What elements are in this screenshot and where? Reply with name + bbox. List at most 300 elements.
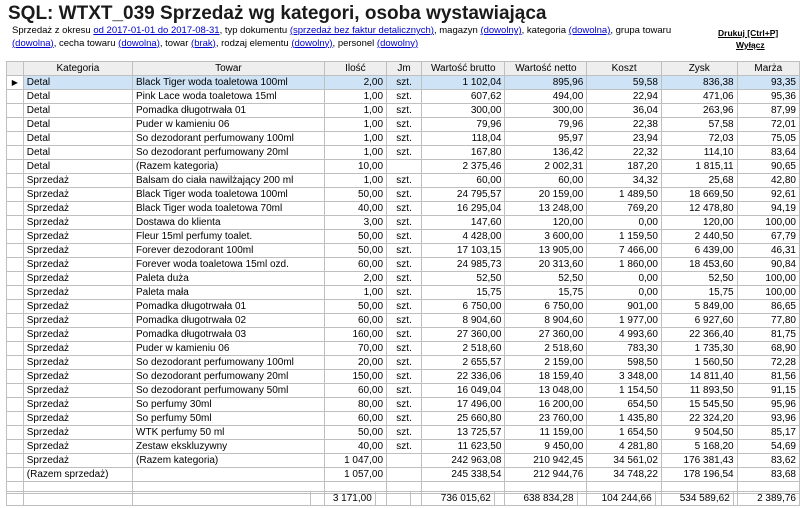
table-row[interactable] <box>7 90 800 104</box>
cell-jm: szt. <box>387 328 422 342</box>
cell-koszt: 4 993,60 <box>587 328 662 342</box>
cell-kategoria: Detal <box>23 76 132 90</box>
table-row[interactable] <box>7 328 800 342</box>
row-indicator <box>7 104 24 118</box>
cell-zysk: 22 366,40 <box>661 328 737 342</box>
cell-ilosc: 50,00 <box>324 244 386 258</box>
cell-ilosc: 1,00 <box>324 286 386 300</box>
cell-towar: Dostawa do klienta <box>133 216 325 230</box>
cell-ilosc: 1 057,00 <box>324 468 386 482</box>
total-jm <box>375 492 410 506</box>
cell-zysk: 22 324,20 <box>661 412 737 426</box>
cell-ilosc: 50,00 <box>324 188 386 202</box>
table-row[interactable] <box>7 118 800 132</box>
cell-wartosc-brutto: 167,80 <box>422 146 505 160</box>
cell-zysk: 120,00 <box>661 216 737 230</box>
cell-towar: Black Tiger woda toaletowa 100ml <box>133 188 325 202</box>
cell-wartosc-brutto: 607,62 <box>422 90 505 104</box>
cell-wartosc-netto: 9 450,00 <box>505 440 587 454</box>
cell-ilosc: 40,00 <box>324 202 386 216</box>
table-row[interactable] <box>7 426 800 440</box>
cell-wartosc-netto: 2 002,31 <box>505 160 587 174</box>
cell-marza: 86,65 <box>737 300 799 314</box>
cell-zysk: 114,10 <box>661 146 737 160</box>
row-indicator <box>7 342 24 356</box>
cell-zysk: 18 453,60 <box>661 258 737 272</box>
cell-marza: 85,17 <box>737 426 799 440</box>
cell-wartosc-brutto: 17 103,15 <box>422 244 505 258</box>
table-row[interactable] <box>7 272 800 286</box>
cell-wartosc-brutto: 1 102,04 <box>422 76 505 90</box>
cell-wartosc-netto: 3 600,00 <box>505 230 587 244</box>
row-indicator <box>7 328 24 342</box>
cell-towar: Pink Lace woda toaletowa 15ml <box>133 90 325 104</box>
cell-koszt: 1 489,50 <box>587 188 662 202</box>
cell-kategoria: Sprzedaż <box>23 272 132 286</box>
total-ilosc: 3 171,00 <box>311 492 375 506</box>
row-indicator <box>7 146 24 160</box>
row-indicator <box>7 356 24 370</box>
cell-zysk: 176 381,43 <box>661 454 737 468</box>
cell-marza: 72,28 <box>737 356 799 370</box>
cell-wartosc-brutto: 8 904,60 <box>422 314 505 328</box>
cell-wartosc-netto: 2 518,60 <box>505 342 587 356</box>
cell-wartosc-brutto: 16 295,04 <box>422 202 505 216</box>
staff-link[interactable]: (dowolny) <box>376 37 419 49</box>
cell-towar: So dezodorant perfumowany 100ml <box>133 356 325 370</box>
cell-ilosc: 1 047,00 <box>324 454 386 468</box>
column-header-wartosc-brutto[interactable]: Wartość brutto <box>422 62 505 76</box>
cell-jm: szt. <box>387 272 422 286</box>
cell-jm: szt. <box>387 370 422 384</box>
cell-towar: Paleta mała <box>133 286 325 300</box>
cell-wartosc-netto: 13 248,00 <box>505 202 587 216</box>
cell-wartosc-netto: 79,96 <box>505 118 587 132</box>
period-label: Sprzedaż z okresu <box>12 25 91 36</box>
cell-kategoria: Sprzedaż <box>23 384 132 398</box>
cell-wartosc-brutto: 24 985,73 <box>422 258 505 272</box>
cell-wartosc-netto: 136,42 <box>505 146 587 160</box>
cell-jm <box>387 454 422 468</box>
cell-zysk: 11 893,50 <box>661 384 737 398</box>
cell-kategoria: Detal <box>23 118 132 132</box>
cell-kategoria: Sprzedaż <box>23 188 132 202</box>
cell-kategoria: Sprzedaż <box>23 258 132 272</box>
cell-towar: Pomadka długotrwała 02 <box>133 314 325 328</box>
cell-marza: 94,19 <box>737 202 799 216</box>
table-row[interactable] <box>7 76 800 90</box>
cell-marza: 81,75 <box>737 328 799 342</box>
table-row[interactable] <box>7 132 800 146</box>
cell-wartosc-brutto: 13 725,57 <box>422 426 505 440</box>
cell-wartosc-brutto: 300,00 <box>422 104 505 118</box>
column-header-ilosc[interactable]: Ilość <box>324 62 386 76</box>
cell-koszt: 34 561,02 <box>587 454 662 468</box>
cell-wartosc-brutto: 22 336,06 <box>422 370 505 384</box>
cell-wartosc-netto: 6 750,00 <box>505 300 587 314</box>
table-row[interactable] <box>7 454 800 468</box>
staff-label: , personel <box>332 37 375 49</box>
cell-jm: szt. <box>387 76 422 90</box>
cell-marza: 72,01 <box>737 118 799 132</box>
cell-wartosc-netto: 60,00 <box>505 174 587 188</box>
cell-jm: szt. <box>387 202 422 216</box>
table-row[interactable] <box>7 356 800 370</box>
cell-koszt: 3 348,00 <box>587 370 662 384</box>
cell-koszt: 59,58 <box>587 76 662 90</box>
cell-wartosc-netto: 210 942,45 <box>505 454 587 468</box>
print-button[interactable]: Drukuj [Ctrl+P] <box>718 28 779 38</box>
cell-koszt: 187,20 <box>587 160 662 174</box>
cell-towar: So perfumy 30ml <box>133 398 325 412</box>
cell-koszt: 769,20 <box>587 202 662 216</box>
cell-marza: 91,15 <box>737 384 799 398</box>
category-label: , kategoria <box>521 25 567 36</box>
row-indicator <box>7 118 24 132</box>
cell-jm: szt. <box>387 230 422 244</box>
group-link[interactable]: (dowolna) <box>12 37 54 49</box>
column-header-zysk[interactable]: Zysk <box>661 62 737 76</box>
cell-wartosc-brutto: 16 049,04 <box>422 384 505 398</box>
cell-jm: szt. <box>387 216 422 230</box>
cell-jm: szt. <box>387 104 422 118</box>
doctype-link[interactable]: (sprzedaż bez faktur detalicznych) <box>289 25 434 36</box>
filter-summary <box>12 25 702 50</box>
column-header-wartosc-netto[interactable]: Wartość netto <box>505 62 587 76</box>
cell-zysk: 5 849,00 <box>661 300 737 314</box>
column-header-jm[interactable]: Jm <box>387 62 422 76</box>
total-marza: 2 389,76 <box>733 492 799 506</box>
cell-marza: 92,61 <box>737 188 799 202</box>
cell-koszt: 23,94 <box>587 132 662 146</box>
doctype-label: , typ dokumentu <box>219 25 288 36</box>
total-wartosc-brutto: 736 015,62 <box>411 492 495 506</box>
cell-wartosc-netto: 120,00 <box>505 216 587 230</box>
cell-wartosc-netto: 23 760,00 <box>505 412 587 426</box>
cell-towar: Pomadka długotrwała 03 <box>133 328 325 342</box>
cell-jm: szt. <box>387 384 422 398</box>
cell-wartosc-brutto: 60,00 <box>422 174 505 188</box>
cell-marza: 90,84 <box>737 258 799 272</box>
cell-zysk: 14 811,40 <box>661 370 737 384</box>
cell-ilosc: 50,00 <box>324 300 386 314</box>
cell-marza: 93,96 <box>737 412 799 426</box>
cell-towar: Pomadka długotrwała 01 <box>133 300 325 314</box>
cell-towar: So dezodorant perfumowany 50ml <box>133 384 325 398</box>
cell-koszt: 4 281,80 <box>587 440 662 454</box>
cell-wartosc-netto: 494,00 <box>505 90 587 104</box>
cell-kategoria: Sprzedaż <box>23 244 132 258</box>
cell-ilosc: 150,00 <box>324 370 386 384</box>
table-row[interactable] <box>7 104 800 118</box>
close-button[interactable]: Wyłącz <box>736 40 765 50</box>
row-indicator <box>7 426 24 440</box>
row-indicator <box>7 370 24 384</box>
cell-marza: 95,36 <box>737 90 799 104</box>
column-header-towar[interactable]: Towar <box>133 62 325 76</box>
category-link[interactable]: (dowolna) <box>568 25 611 36</box>
cell-towar: Puder w kamieniu 06 <box>133 118 325 132</box>
cell-ilosc: 1,00 <box>324 118 386 132</box>
cell-zysk: 25,68 <box>661 174 737 188</box>
table-row[interactable] <box>7 314 800 328</box>
cell-towar: Puder w kamieniu 06 <box>133 342 325 356</box>
cell-kategoria: Sprzedaż <box>23 356 132 370</box>
cell-jm: szt. <box>387 118 422 132</box>
table-row[interactable] <box>7 440 800 454</box>
row-indicator <box>7 384 24 398</box>
cell-towar: (Razem kategoria) <box>133 454 325 468</box>
cell-jm: szt. <box>387 398 422 412</box>
table-row[interactable] <box>7 146 800 160</box>
cell-jm: szt. <box>387 440 422 454</box>
cell-wartosc-netto: 13 048,00 <box>505 384 587 398</box>
cell-zysk: 72,03 <box>661 132 737 146</box>
table-row[interactable] <box>7 202 800 216</box>
totals-table <box>6 491 800 506</box>
row-indicator <box>7 90 24 104</box>
cell-wartosc-netto: 895,96 <box>505 76 587 90</box>
cell-ilosc: 2,00 <box>324 272 386 286</box>
column-header-koszt[interactable]: Koszt <box>587 62 662 76</box>
totals-row <box>7 492 800 506</box>
cell-jm: szt. <box>387 300 422 314</box>
cell-wartosc-brutto: 147,60 <box>422 216 505 230</box>
table-header-row <box>7 62 800 76</box>
cell-marza: 87,99 <box>737 104 799 118</box>
row-indicator <box>7 314 24 328</box>
cell-kategoria: Sprzedaż <box>23 314 132 328</box>
total-koszt: 104 244,66 <box>577 492 655 506</box>
table-row[interactable] <box>7 174 800 188</box>
totals-spacer <box>7 492 311 506</box>
cell-ilosc: 1,00 <box>324 132 386 146</box>
period-link[interactable]: od 2017-01-01 do 2017-08-31 <box>93 25 220 36</box>
cell-towar: Forever dezodorant 100ml <box>133 244 325 258</box>
cell-kategoria: Detal <box>23 146 132 160</box>
cell-zysk: 5 168,20 <box>661 440 737 454</box>
cell-wartosc-netto: 11 159,00 <box>505 426 587 440</box>
cell-marza: 93,35 <box>737 76 799 90</box>
cell-jm: szt. <box>387 174 422 188</box>
table-row[interactable] <box>7 160 800 174</box>
group-label: , grupa towaru <box>610 25 672 36</box>
cell-wartosc-brutto: 6 750,00 <box>422 300 505 314</box>
row-indicator <box>7 188 24 202</box>
cell-koszt: 783,30 <box>587 342 662 356</box>
table-row[interactable] <box>7 398 800 412</box>
cell-koszt: 0,00 <box>587 216 662 230</box>
row-indicator <box>7 468 24 482</box>
cell-marza: 90,65 <box>737 160 799 174</box>
elementtype-link[interactable]: (dowolny) <box>291 37 333 49</box>
cell-zysk: 1 735,30 <box>661 342 737 356</box>
row-indicator <box>7 216 24 230</box>
table-row[interactable] <box>7 244 800 258</box>
row-indicator <box>7 272 24 286</box>
cell-koszt: 1 435,80 <box>587 412 662 426</box>
cell-zysk: 15,75 <box>661 286 737 300</box>
cell-koszt: 34 748,22 <box>587 468 662 482</box>
cell-koszt: 654,50 <box>587 398 662 412</box>
row-indicator <box>7 174 24 188</box>
elementtype-label: , rodzaj elementu <box>215 37 289 49</box>
cell-marza: 68,90 <box>737 342 799 356</box>
row-indicator <box>7 132 24 146</box>
cell-marza: 95,96 <box>737 398 799 412</box>
cell-kategoria: Sprzedaż <box>23 230 132 244</box>
product-link[interactable]: (brak) <box>191 37 216 49</box>
cell-towar <box>133 468 325 482</box>
table-row[interactable] <box>7 286 800 300</box>
cell-wartosc-netto: 300,00 <box>505 104 587 118</box>
row-indicator <box>7 412 24 426</box>
table-row[interactable] <box>7 342 800 356</box>
cell-jm <box>387 160 422 174</box>
table-row[interactable] <box>7 384 800 398</box>
cell-wartosc-netto: 95,97 <box>505 132 587 146</box>
table-row[interactable] <box>7 188 800 202</box>
table-row[interactable] <box>7 370 800 384</box>
table-row[interactable] <box>7 468 800 482</box>
cell-ilosc: 1,00 <box>324 104 386 118</box>
sales-table <box>6 61 800 506</box>
feature-link[interactable]: (dowolna) <box>118 37 160 49</box>
cell-wartosc-brutto: 118,04 <box>422 132 505 146</box>
table-row[interactable] <box>7 412 800 426</box>
cell-ilosc: 50,00 <box>324 426 386 440</box>
cell-marza: 54,69 <box>737 440 799 454</box>
cell-zysk: 1 560,50 <box>661 356 737 370</box>
cell-towar: Fleur 15ml perfumy toalet. <box>133 230 325 244</box>
cell-jm: szt. <box>387 146 422 160</box>
cell-jm: szt. <box>387 342 422 356</box>
cell-towar: So dezodorant perfumowany 20ml <box>133 146 325 160</box>
cell-marza: 75,05 <box>737 132 799 146</box>
cell-marza: 83,68 <box>737 468 799 482</box>
cell-wartosc-brutto: 2 518,60 <box>422 342 505 356</box>
current-row-indicator-icon: ▶ <box>7 76 24 90</box>
cell-koszt: 1 860,00 <box>587 258 662 272</box>
total-zysk: 534 589,62 <box>655 492 733 506</box>
cell-jm: szt. <box>387 412 422 426</box>
cell-ilosc: 60,00 <box>324 258 386 272</box>
cell-ilosc: 1,00 <box>324 90 386 104</box>
cell-marza: 100,00 <box>737 272 799 286</box>
cell-zysk: 12 478,80 <box>661 202 737 216</box>
table-row[interactable] <box>7 230 800 244</box>
cell-zysk: 18 669,50 <box>661 188 737 202</box>
cell-marza: 77,80 <box>737 314 799 328</box>
cell-marza: 100,00 <box>737 216 799 230</box>
cell-kategoria: Sprzedaż <box>23 216 132 230</box>
table-row[interactable] <box>7 300 800 314</box>
cell-koszt: 0,00 <box>587 286 662 300</box>
cell-zysk: 52,50 <box>661 272 737 286</box>
cell-kategoria: Sprzedaż <box>23 286 132 300</box>
cell-wartosc-netto: 13 905,00 <box>505 244 587 258</box>
cell-kategoria: Sprzedaż <box>23 202 132 216</box>
cell-koszt: 901,00 <box>587 300 662 314</box>
column-header-kategoria[interactable]: Kategoria <box>23 62 132 76</box>
cell-kategoria: Sprzedaż <box>23 300 132 314</box>
cell-towar: Forever woda toaletowa 15ml ozd. <box>133 258 325 272</box>
warehouse-link[interactable]: (dowolny) <box>480 25 522 36</box>
cell-jm: szt. <box>387 188 422 202</box>
cell-jm: szt. <box>387 258 422 272</box>
cell-ilosc: 80,00 <box>324 398 386 412</box>
cell-wartosc-netto: 2 159,00 <box>505 356 587 370</box>
cell-marza: 42,80 <box>737 174 799 188</box>
cell-marza: 83,64 <box>737 146 799 160</box>
cell-zysk: 6 439,00 <box>661 244 737 258</box>
cell-ilosc: 1,00 <box>324 174 386 188</box>
cell-marza: 46,31 <box>737 244 799 258</box>
column-header-marza[interactable]: Marża <box>737 62 799 76</box>
cell-wartosc-brutto: 52,50 <box>422 272 505 286</box>
cell-ilosc: 60,00 <box>324 412 386 426</box>
cell-zysk: 6 927,60 <box>661 314 737 328</box>
cell-zysk: 9 504,50 <box>661 426 737 440</box>
cell-jm: szt. <box>387 90 422 104</box>
table-row[interactable] <box>7 258 800 272</box>
cell-zysk: 836,38 <box>661 76 737 90</box>
cell-wartosc-netto: 16 200,00 <box>505 398 587 412</box>
cell-ilosc: 3,00 <box>324 216 386 230</box>
cell-jm: szt. <box>387 244 422 258</box>
cell-kategoria: Sprzedaż <box>23 342 132 356</box>
cell-wartosc-brutto: 245 338,54 <box>422 468 505 482</box>
cell-towar: Zestaw ekskluzywny <box>133 440 325 454</box>
cell-jm <box>387 468 422 482</box>
cell-towar: Black Tiger woda toaletowa 100ml <box>133 76 325 90</box>
cell-wartosc-brutto: 4 428,00 <box>422 230 505 244</box>
cell-wartosc-brutto: 2 375,46 <box>422 160 505 174</box>
cell-koszt: 22,32 <box>587 146 662 160</box>
cell-towar: So perfumy 50ml <box>133 412 325 426</box>
cell-kategoria: Detal <box>23 104 132 118</box>
warehouse-label: , magazyn <box>433 25 478 36</box>
cell-kategoria: Sprzedaż <box>23 412 132 426</box>
page-title: SQL: WTXT_039 Sprzedaż wg kategori, osoba wystawiająca <box>8 3 547 24</box>
cell-towar: So dezodorant perfumowany 100ml <box>133 132 325 146</box>
cell-kategoria: Detal <box>23 90 132 104</box>
cell-kategoria: Sprzedaż <box>23 174 132 188</box>
cell-wartosc-brutto: 242 963,08 <box>422 454 505 468</box>
cell-kategoria: Detal <box>23 160 132 174</box>
total-wartosc-netto: 638 834,28 <box>494 492 577 506</box>
cell-wartosc-netto: 15,75 <box>505 286 587 300</box>
cell-jm: szt. <box>387 426 422 440</box>
row-indicator <box>7 230 24 244</box>
cell-koszt: 22,38 <box>587 118 662 132</box>
cell-zysk: 178 196,54 <box>661 468 737 482</box>
cell-wartosc-netto: 52,50 <box>505 272 587 286</box>
row-indicator <box>7 398 24 412</box>
cell-ilosc: 50,00 <box>324 230 386 244</box>
cell-marza: 81,56 <box>737 370 799 384</box>
cell-koszt: 1 977,00 <box>587 314 662 328</box>
cell-marza: 100,00 <box>737 286 799 300</box>
cell-ilosc: 40,00 <box>324 440 386 454</box>
cell-towar: Paleta duża <box>133 272 325 286</box>
cell-wartosc-brutto: 79,96 <box>422 118 505 132</box>
cell-ilosc: 160,00 <box>324 328 386 342</box>
cell-jm: szt. <box>387 286 422 300</box>
cell-wartosc-brutto: 27 360,00 <box>422 328 505 342</box>
cell-jm: szt. <box>387 314 422 328</box>
table-row[interactable] <box>7 216 800 230</box>
